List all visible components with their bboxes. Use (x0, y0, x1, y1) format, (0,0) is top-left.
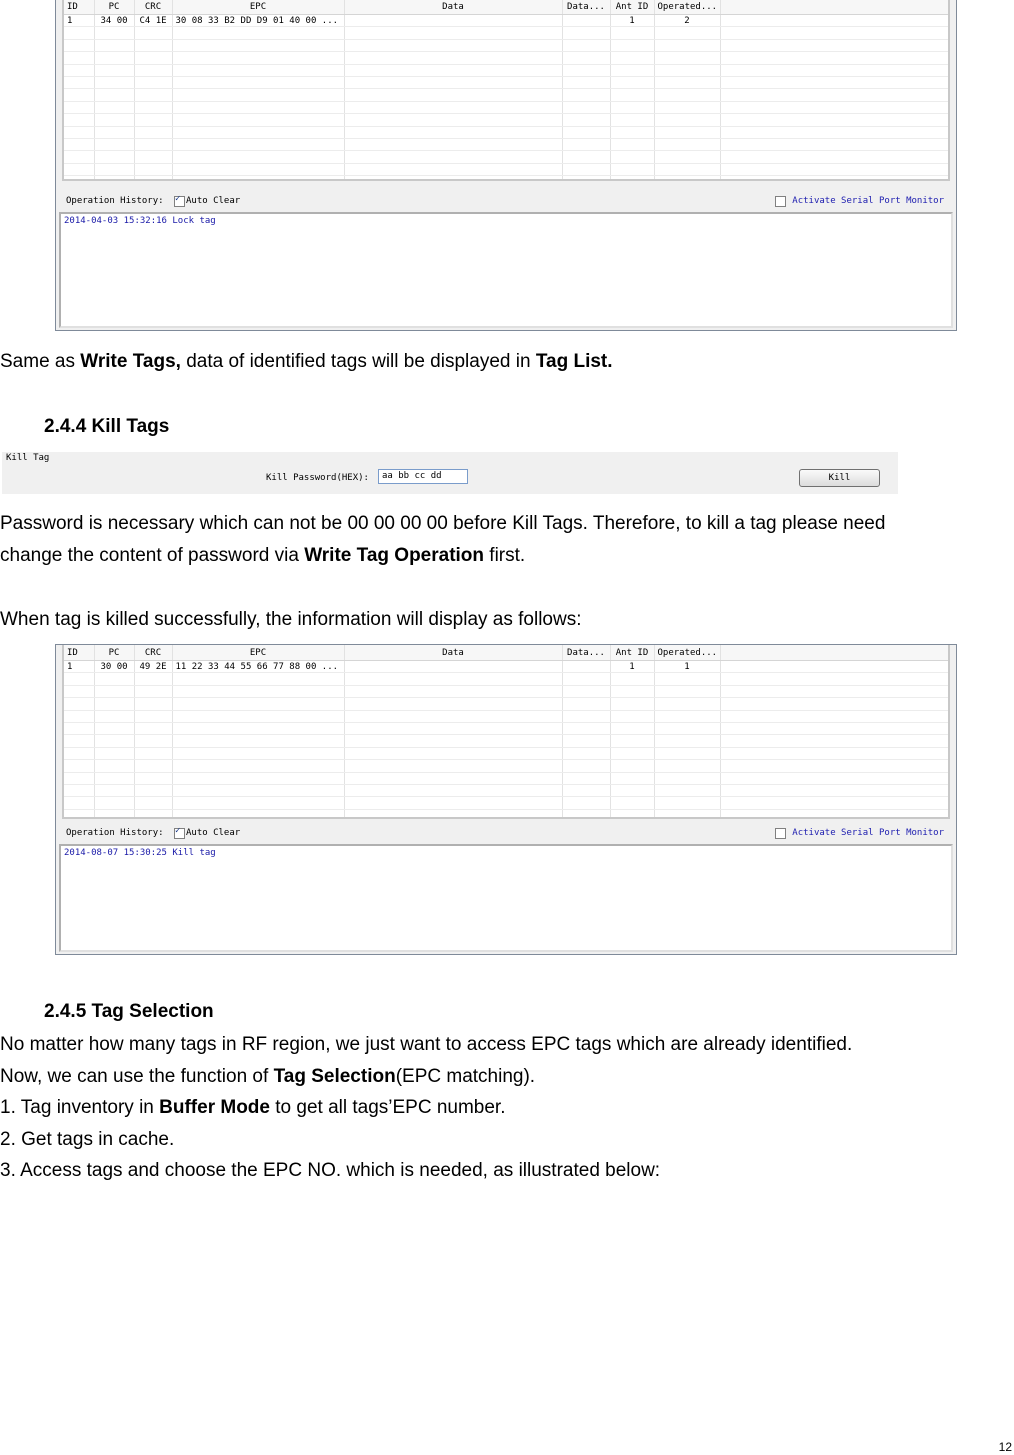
history-label: Operation History: (66, 828, 164, 838)
column-header[interactable]: Data... (562, 645, 610, 661)
table-cell: 1 (610, 661, 654, 673)
auto-clear-checkbox[interactable] (174, 196, 185, 207)
column-header[interactable]: Data... (562, 0, 610, 15)
serial-monitor-checkbox[interactable] (775, 196, 786, 207)
column-header[interactable] (720, 0, 948, 15)
column-header[interactable]: ID (64, 645, 94, 661)
table-header-row (64, 645, 948, 661)
table-cell (344, 661, 562, 673)
column-header[interactable]: PC (94, 645, 134, 661)
tag-list-screenshot-2 (55, 644, 957, 955)
table-cell (562, 661, 610, 673)
column-header[interactable]: Data (344, 645, 562, 661)
table-cell: 1 (64, 15, 94, 27)
tag-list-table (64, 645, 949, 819)
empty-row (64, 784, 948, 796)
column-header[interactable]: CRC (134, 0, 172, 15)
log-entry: 2014-04-03 15:32:16 Lock tag (64, 216, 216, 226)
table-cell: 2 (654, 15, 720, 27)
tag-list-table-wrap (62, 0, 950, 181)
empty-row (64, 809, 948, 819)
empty-row (64, 114, 948, 126)
column-header[interactable]: ID (64, 0, 94, 15)
empty-row (64, 151, 948, 163)
empty-row (64, 698, 948, 710)
empty-row (64, 685, 948, 697)
column-header[interactable]: Operated... (654, 645, 720, 661)
auto-clear-checkbox[interactable] (174, 828, 185, 839)
column-header[interactable]: Ant ID (610, 645, 654, 661)
empty-row (64, 673, 948, 685)
column-header[interactable]: EPC (172, 645, 344, 661)
empty-row (64, 101, 948, 113)
history-toolbar (62, 823, 950, 845)
table-cell: 1 (64, 661, 94, 673)
table-row[interactable] (64, 15, 948, 27)
kill-password-label: Kill Password(HEX): (266, 473, 369, 483)
column-header[interactable] (720, 645, 948, 661)
history-toolbar (62, 191, 950, 213)
empty-row (64, 760, 948, 772)
empty-row (64, 126, 948, 138)
history-log (59, 844, 953, 952)
auto-clear-label: Auto Clear (186, 828, 241, 838)
column-header[interactable]: Operated... (654, 0, 720, 15)
empty-row (64, 64, 948, 76)
table-cell (562, 15, 610, 27)
empty-row (64, 27, 948, 39)
tag-list-table (64, 0, 949, 181)
empty-row (64, 747, 948, 759)
table-row[interactable] (64, 661, 948, 673)
kill-tag-panel (2, 452, 898, 494)
tag-list-table-wrap (62, 645, 950, 819)
table-cell: 30 08 33 B2 DD D9 01 40 00 ... (172, 15, 344, 27)
serial-monitor-label: Activate Serial Port Monitor (792, 196, 944, 206)
table-cell: 49 2E (134, 661, 172, 673)
table-cell (720, 661, 948, 673)
column-header[interactable]: Ant ID (610, 0, 654, 15)
table-cell: C4 1E (134, 15, 172, 27)
empty-row (64, 735, 948, 747)
table-cell: 11 22 33 44 55 66 77 88 00 ... (172, 661, 344, 673)
history-log (59, 212, 953, 328)
empty-row (64, 722, 948, 734)
empty-row (64, 39, 948, 51)
heading-tag-selection: 2.4.5 Tag Selection (44, 1001, 214, 1022)
table-cell (344, 15, 562, 27)
kill-tag-title: Kill Tag (6, 453, 50, 463)
paragraph-kill-password: Password is necessary which can not be 00 00 00 00 before Kill Tags. Therefore, to kill a tag please need change the content of password via Write Tag Operation first. (0, 513, 886, 566)
history-label: Operation History: (66, 196, 164, 206)
tag-list-screenshot-1 (55, 0, 957, 331)
empty-row (64, 89, 948, 101)
column-header[interactable]: PC (94, 0, 134, 15)
table-header-row (64, 0, 948, 15)
column-header[interactable]: Data (344, 0, 562, 15)
empty-row (64, 772, 948, 784)
table-cell: 1 (610, 15, 654, 27)
table-cell: 34 00 (94, 15, 134, 27)
column-header[interactable]: EPC (172, 0, 344, 15)
empty-row (64, 163, 948, 175)
table-cell: 30 00 (94, 661, 134, 673)
kill-password-input[interactable]: aa bb cc dd (378, 469, 468, 484)
paragraph-write-tags: Same as Write Tags, data of identified tags will be displayed in Tag List. (0, 351, 613, 372)
empty-row (64, 138, 948, 150)
column-header[interactable]: CRC (134, 645, 172, 661)
paragraph-tag-selection: No matter how many tags in RF region, we just want to access EPC tags which are already identified. Now, we can use the function of Tag Selection(EPC matching). 1. Tag inventory in Buffer Mode to get all tags’EPC number. 2. Get tags in cache. 3. Access tags and choose the EPC NO. which is needed, as illustrated below: (0, 1034, 853, 1181)
serial-monitor-label: Activate Serial Port Monitor (792, 828, 944, 838)
heading-kill-tags: 2.4.4 Kill Tags (44, 416, 170, 437)
empty-row (64, 76, 948, 88)
empty-row (64, 52, 948, 64)
empty-row (64, 797, 948, 809)
paragraph-kill-result: When tag is killed successfully, the information will display as follows: (0, 609, 582, 630)
table-cell: 1 (654, 661, 720, 673)
log-entry: 2014-08-07 15:30:25 Kill tag (64, 848, 216, 858)
page-number: 12 (998, 1440, 1012, 1454)
serial-monitor-checkbox[interactable] (775, 828, 786, 839)
auto-clear-label: Auto Clear (186, 196, 241, 206)
empty-row (64, 710, 948, 722)
table-cell (720, 15, 948, 27)
kill-button[interactable]: Kill (799, 469, 880, 487)
empty-row (64, 176, 948, 181)
